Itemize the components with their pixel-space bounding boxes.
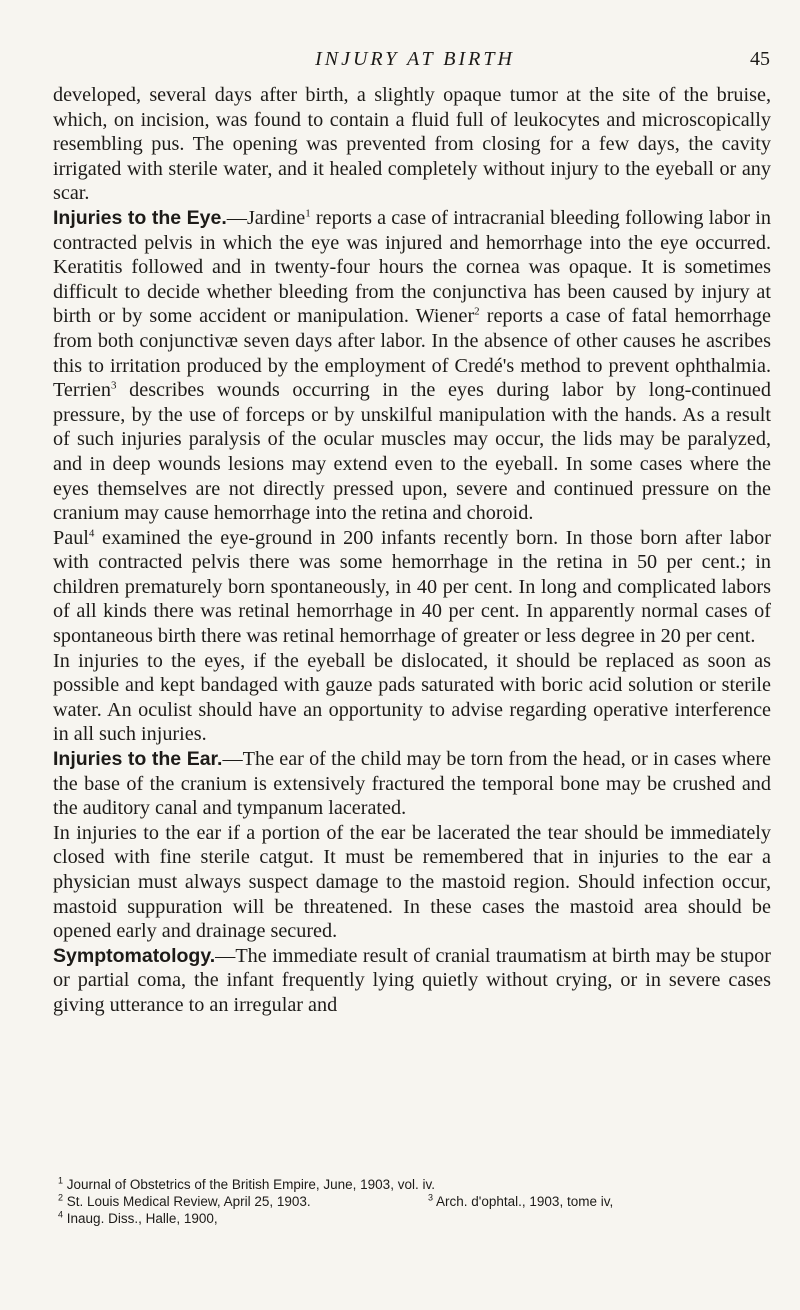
section-heading-ear: Injuries to the Ear.: [53, 748, 223, 771]
paragraph-eye-injuries: Injuries to the Eye.—Jardine$^1$ reports a case of intracranial bleeding following labor in contracted pelvis in which the eye was injured and hemorrhage into the eye occurred. Keratitis followed and in twenty-four hours the cornea was opaque. It is sometimes difficult to decide whether bleeding from the conjunctiva has been caused by injury at birth or by some accident or manipulation. Wiener$^2$ reports a case of fatal hemorrhage from both conjunctivæ seven days after labor. In the absence of other causes he ascribes this to irritation produced by the employment of Credé's method to prevent ophthalmia. Terrien$^3$ describes wounds occurring in the eyes during labor by long-continued pressure, by the use of forceps or by unskilful manipulation with the hands. As a result of such injuries paralysis of the ocular muscles may occur, the lids may be paralyzed, and in deep wounds lesions may extend even to the eyeball. In some cases where the eyes themselves are not directly pressed upon, severe and continued pressure on the cranium may cause hemorrhage into the retina and choroid.: [53, 206, 771, 525]
footnote-ref-2: 2: [474, 305, 480, 318]
paragraph-ear-injuries: Injuries to the Ear.—The ear of the child may be torn from the head, or in cases where the base of the cranium is extensively fractured the temporal bone may be crushed and the auditory canal and tympanum lacerated.: [53, 748, 772, 820]
body-text: [53, 83, 771, 1018]
footnotes: [58, 1176, 770, 1227]
paragraph-ear-treatment: In injuries to the ear if a portion of the ear be lacerated the tear should be immediately closed with fine sterile catgut. It must be remembered that in injuries to the ear a physician must always suspect damage to the mastoid region. Should infection occur, mastoid suppuration will be threatened. In these cases the mastoid area should be opened early and drainage secured.: [53, 821, 771, 943]
section-heading-eye: Injuries to the Eye.: [53, 206, 227, 229]
footnote-3: $^3$ Arch. d'ophtal., 1903, tome iv,: [428, 1192, 614, 1209]
footnote-ref-4: 4: [88, 526, 95, 539]
paragraph-paul: Paul$^4$ examined the eye-ground in 200 infants recently born. In those born after labor with contracted pelvis there was some hemorrhage in the retina in 50 per cent.; in children prematurely born spontaneously, in 40 per cent. In long and complicated labors of all kinds there was retinal hemorrhage in 40 per cent. In apparently normal cases of spontaneous birth there was retinal hemorrhage of greater or less degree in 20 per cent.: [53, 526, 771, 648]
running-head: INJURY AT BIRTH: [315, 48, 515, 70]
footnote-2: $^2$ St. Louis Medical Review, April 25, 1903.: [58, 1192, 311, 1209]
footnote-ref-1: 1: [305, 207, 311, 220]
paragraph-1: developed, several days after birth, a slightly opaque tumor at the site of the bruise, which, on incision, was found to contain a fluid full of leukocytes and microscopically resembling pus. The opening was prevented from closing for a few days, the cavity irrigated with sterile water, and it healed completely without injury to the eyeball or any scar.: [53, 84, 771, 205]
page-number: 45: [750, 48, 770, 70]
footnote-4: $^4$ Inaug. Diss., Halle, 1900,: [58, 1209, 218, 1226]
page-header: [60, 48, 770, 78]
paragraph-eye-treatment: In injuries to the eyes, if the eyeball be dislocated, it should be replaced as soon as possible and kept bandaged with gauze pads saturated with boric acid solution or sterile water. An oculist should have an opportunity to advise regarding operative interference in all such injuries.: [53, 649, 771, 746]
footnote-1: $^1$ Journal of Obstetrics of the British Empire, June, 1903, vol. iv.: [58, 1175, 435, 1192]
section-heading-symptomatology: Symptomatology.: [53, 944, 216, 967]
paragraph-symptomatology: Symptomatology.—The immediate result of cranial traumatism at birth may be stupor or partial coma, the infant frequently lying quietly without crying, or in severe cases giving utterance to an irregular and: [53, 944, 771, 1016]
footnote-ref-3: 3: [111, 379, 117, 392]
